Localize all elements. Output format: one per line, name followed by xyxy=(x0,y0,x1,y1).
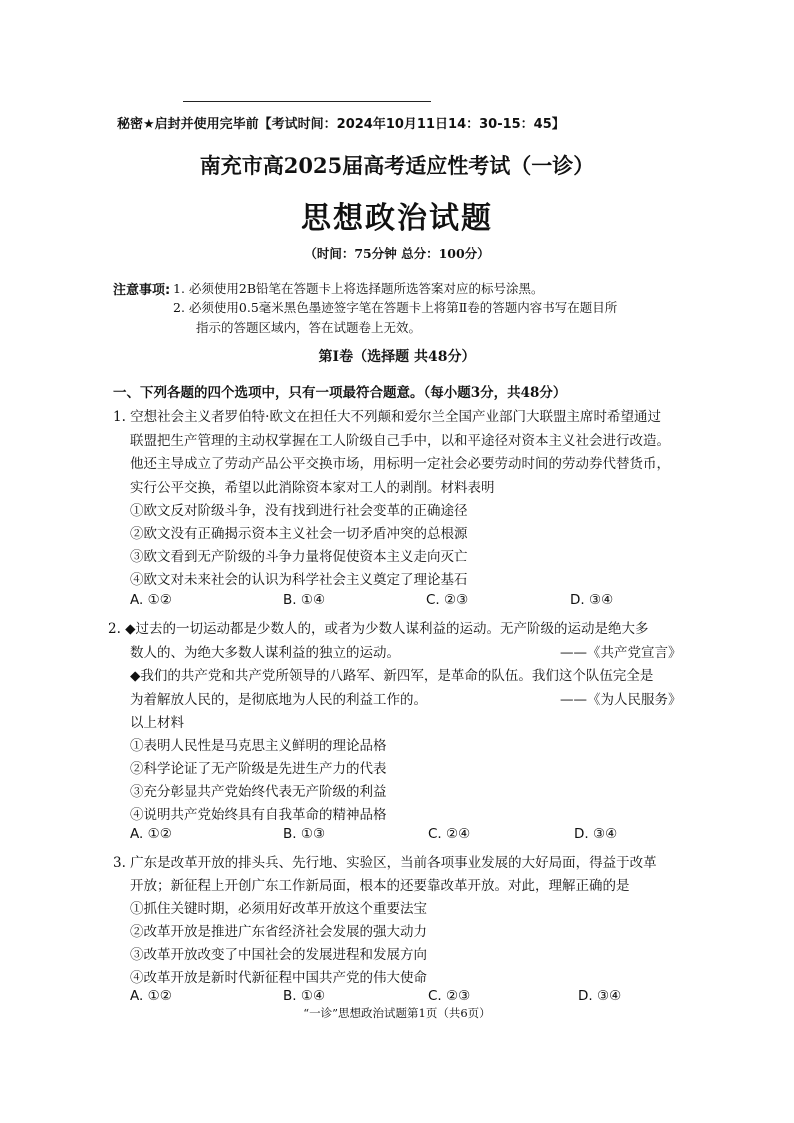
question-statement: ④改革开放是新时代新征程中国共产党的伟大使命 xyxy=(130,970,427,986)
page-footer: “一诊”思想政治试题第1页（共6页） xyxy=(303,1006,491,1020)
question-statement: ③欧文看到无产阶级的斗争力量将促使资本主义走向灭亡 xyxy=(130,549,468,565)
question-statement: ④欧文对未来社会的认识为科学社会主义奠定了理论基石 xyxy=(130,572,468,588)
question-statement: ②欧文没有正确揭示资本主义社会一切矛盾冲突的总根源 xyxy=(130,526,468,542)
question-statement: ③充分彰显共产党始终代表无产阶级的利益 xyxy=(130,784,387,800)
header-rule xyxy=(183,101,431,102)
question-line: 联盟把生产管理的主动权掌握在工人阶级自己手中，以和平途径对资本主义社会进行改造。 xyxy=(130,433,670,449)
note-item: 1. 必须使用2B铅笔在答题卡上将选择题所选答案对应的标号涂黑。 xyxy=(173,281,544,296)
question-line: 实行公平交换，希望以此消除资本家对工人的剥削。材料表明 xyxy=(130,480,495,496)
option-d: D. ③④ xyxy=(574,826,618,842)
question-line: 他还主导成立了劳动产品公平交换市场，用标明一定社会必要劳动时间的劳动券代替货币， xyxy=(130,456,670,472)
subject-title: 思想政治试题 xyxy=(301,201,493,236)
option-b: B. ①③ xyxy=(283,826,326,842)
question-statement: ②改革开放是推进广东省经济社会发展的强大动力 xyxy=(130,924,427,940)
option-b: B. ①④ xyxy=(283,988,326,1004)
confidential-line: 秘密★启封并使用完毕前【考试时间：2024年10月11日14：30-15：45】 xyxy=(117,117,565,132)
time-info: （时间：75分钟 总分：100分） xyxy=(304,246,490,261)
question-statement: ②科学论证了无产阶级是先进生产力的代表 xyxy=(130,761,387,777)
question-line: 3. 广东是改革开放的排头兵、先行地、实验区，当前各项事业发展的大好局面，得益于改革 xyxy=(113,855,657,871)
quote-source: ——《为人民服务》 xyxy=(560,692,682,708)
question-statement: ①抓住关键时期，必须用好改革开放这个重要法宝 xyxy=(130,901,427,917)
question-line: 数人的、为绝大多数人谋利益的独立的运动。 xyxy=(130,645,400,661)
option-d: D. ③④ xyxy=(578,988,622,1004)
option-a: A. ①② xyxy=(130,592,172,608)
option-c: C. ②③ xyxy=(428,988,471,1004)
note-item: 指示的答题区域内，答在试题卷上无效。 xyxy=(196,320,422,335)
exam-title: 南充市高2025届高考适应性考试（一诊） xyxy=(199,153,595,178)
question-line: 1. 空想社会主义者罗伯特·欧文在担任大不列颠和爱尔兰全国产业部门大联盟主席时希望通过 xyxy=(113,409,661,425)
option-d: D. ③④ xyxy=(570,592,614,608)
option-a: A. ①② xyxy=(130,826,172,842)
section-instruction: 一、下列各题的四个选项中，只有一项最符合题意。（每小题3分，共48分） xyxy=(113,385,567,401)
option-c: C. ②③ xyxy=(426,592,469,608)
section-title: 第Ⅰ卷（选择题 共48分） xyxy=(318,349,476,365)
question-statement: ③改革开放改变了中国社会的发展进程和发展方向 xyxy=(130,947,427,963)
question-line: 2. ◆过去的一切运动都是少数人的，或者为少数人谋利益的运动。无产阶级的运动是绝大多 xyxy=(108,621,649,637)
option-b: B. ①④ xyxy=(283,592,326,608)
option-c: C. ②④ xyxy=(428,826,471,842)
question-line: 为着解放人民的，是彻底地为人民的利益工作的。 xyxy=(130,692,427,708)
question-statement: ①欧文反对阶级斗争，没有找到进行社会变革的正确途径 xyxy=(130,503,468,519)
question-line: 开放；新征程上开创广东工作新局面，根本的还要靠改革开放。对此，理解正确的是 xyxy=(130,878,630,894)
question-line: ◆我们的共产党和共产党所领导的八路军、新四军，是革命的队伍。我们这个队伍完全是 xyxy=(130,668,654,684)
question-line: 以上材料 xyxy=(130,715,184,731)
question-statement: ①表明人民性是马克思主义鲜明的理论品格 xyxy=(130,738,387,754)
option-a: A. ①② xyxy=(130,988,172,1004)
notes-label: 注意事项: xyxy=(113,283,171,298)
question-statement: ④说明共产党始终具有自我革命的精神品格 xyxy=(130,807,387,823)
note-item: 2. 必须使用0.5毫米黑色墨迹签字笔在答题卡上将第Ⅱ卷的答题内容书写在题目所 xyxy=(173,300,618,315)
quote-source: ——《共产党宣言》 xyxy=(560,645,682,661)
